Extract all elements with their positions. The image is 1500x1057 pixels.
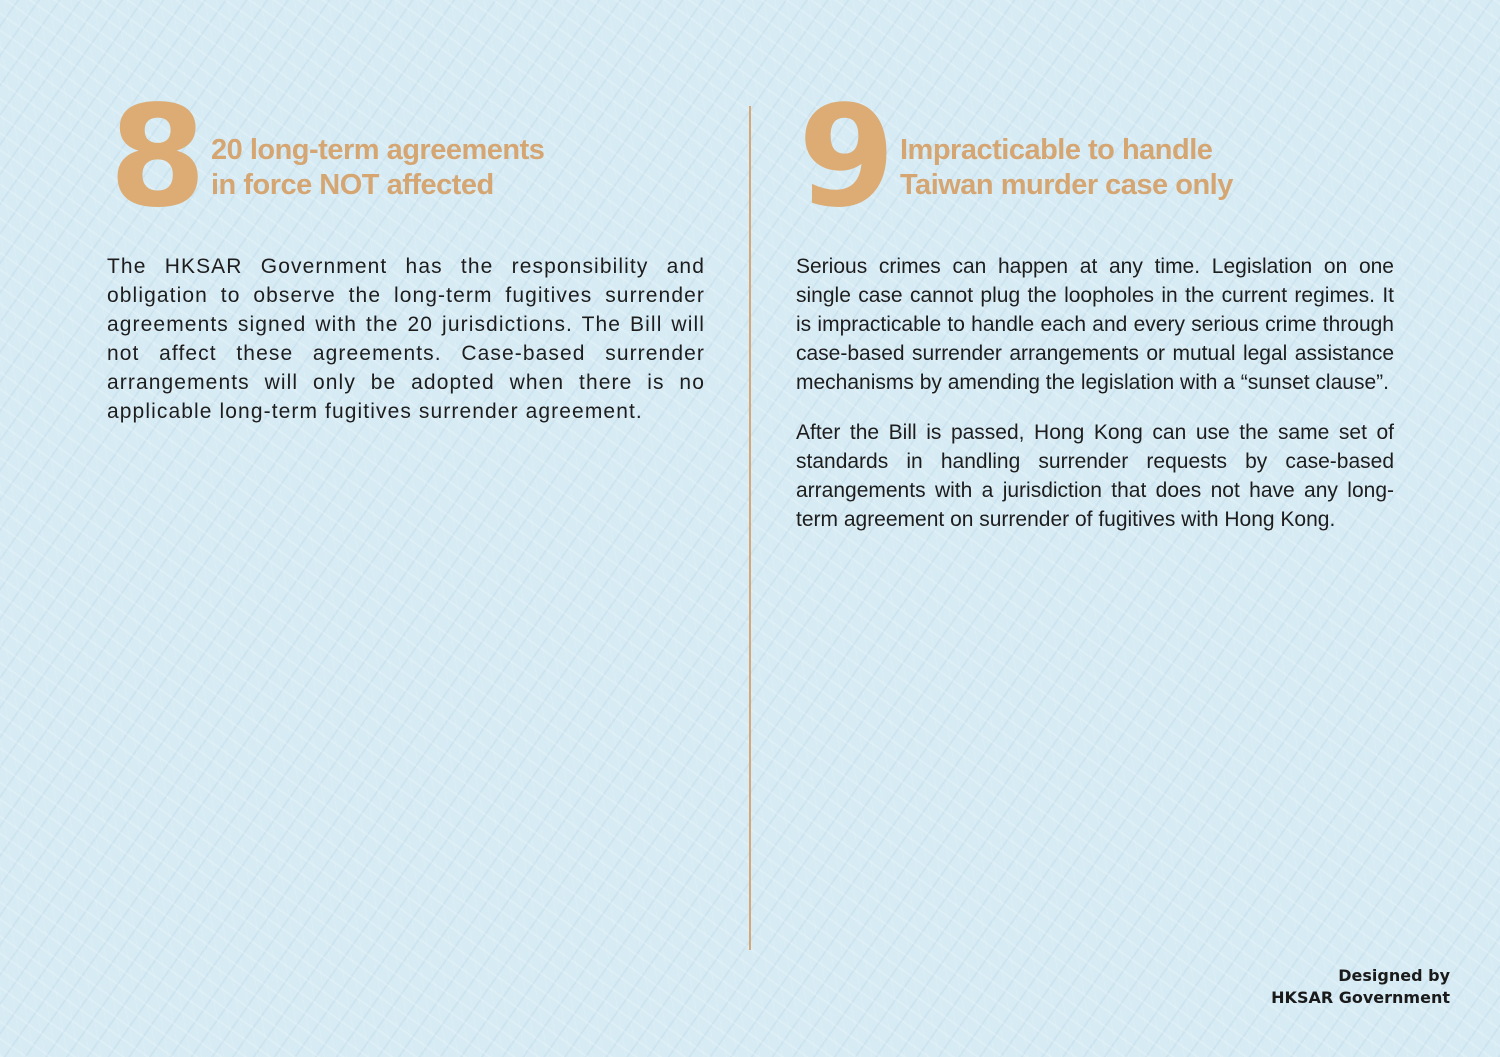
section-paragraph-1: Serious crimes can happen at any time. Legislation on one single case cannot plug the loopholes in the current regimes. It is impracticable to handle each and every serious crime through case-based surrender arrangements or mutual legal assistance mechanisms by amending the legislation with a “sunset clause”.: [796, 255, 1394, 394]
section-paragraph-2: After the Bill is passed, Hong Kong can use the same set of standards in handling surrender requests by case-based arrangements with a jurisdiction that does not have any long-term agreement on surrender of fugitives with Hong Kong.: [796, 421, 1394, 531]
designer-credit: [1271, 965, 1450, 1009]
section-number: 8: [109, 76, 203, 239]
section-8: [107, 76, 705, 426]
section-8-header: [107, 76, 705, 239]
credit-line-1: Designed by: [1338, 966, 1450, 985]
column-divider: [749, 106, 751, 950]
section-number: 9: [798, 76, 892, 239]
section-9-header: [796, 76, 1394, 239]
section-title: [900, 133, 1233, 203]
section-paragraph: The HKSAR Government has the responsibility and obligation to observe the long-term fugitives surrender agreements signed with the 20 jurisdictions. The Bill will not affect these agreements. Case-based surrender arrangements will only be adopted when there is no applicable long-term fugitives surrender agreement.: [107, 255, 705, 423]
section-title-line-1: Impracticable to handle: [900, 134, 1213, 166]
section-title-line-2: Taiwan murder case only: [900, 169, 1233, 201]
section-title-line-2: in force NOT affected: [211, 169, 494, 201]
section-title: [211, 133, 544, 203]
section-title-line-1: 20 long-term agreements: [211, 134, 545, 166]
section-9: [796, 76, 1394, 534]
credit-line-2: HKSAR Government: [1271, 988, 1450, 1007]
